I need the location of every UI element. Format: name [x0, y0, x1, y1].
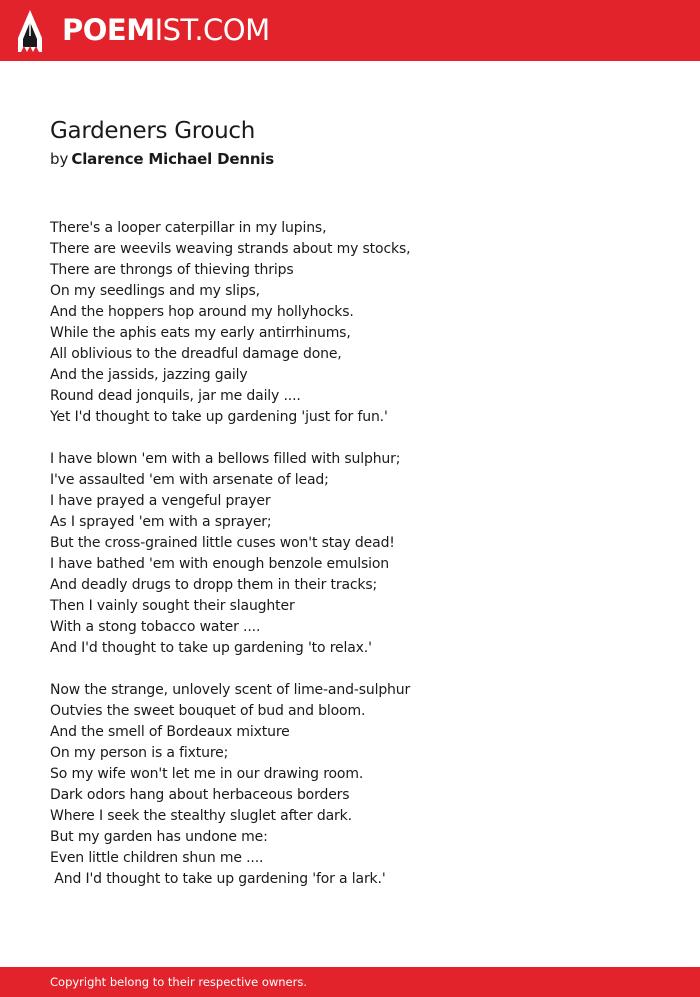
poem-line: Now the strange, unlovely scent of lime-and-sulphur [50, 682, 411, 698]
poem-line: And the smell of Bordeaux mixture [50, 724, 290, 740]
poem-stanza [50, 449, 670, 659]
poem-line: So my wife won't let me in our drawing room. [50, 766, 364, 782]
poem-line: But the cross-grained little cuses won't stay dead! [50, 535, 395, 551]
poem-line: And I'd thought to take up gardening 'to relax.' [50, 640, 372, 656]
poem-line: Even little children shun me .... [50, 850, 264, 866]
site-header [0, 0, 700, 61]
poem-line: I have prayed a vengeful prayer [50, 493, 271, 509]
poem-line: On my person is a fixture; [50, 745, 229, 761]
logo-bold-text: POEM [62, 13, 155, 47]
poem-line: And the jassids, jazzing gaily [50, 367, 248, 383]
author-name: Clarence Michael Dennis [71, 150, 274, 168]
poem-line: Where I seek the stealthy sluglet after dark. [50, 808, 352, 824]
poem-line: And I'd thought to take up gardening 'for a lark.' [50, 871, 386, 887]
poem-line: While the aphis eats my early antirrhinums, [50, 325, 351, 341]
pen-nib-icon[interactable] [18, 10, 42, 52]
site-footer [0, 967, 700, 997]
poem-line: There's a looper caterpillar in my lupins, [50, 220, 327, 236]
poem-line: There are weevils weaving strands about my stocks, [50, 241, 411, 257]
poem-line: On my seedlings and my slips, [50, 283, 260, 299]
poem-line: All oblivious to the dreadful damage done, [50, 346, 342, 362]
poem-line: Dark odors hang about herbaceous borders [50, 787, 350, 803]
poem-body [50, 218, 670, 911]
site-logo[interactable] [62, 12, 270, 48]
poem-line: And deadly drugs to dropp them in their tracks; [50, 577, 378, 593]
copyright-text: Copyright belong to their respective owners. [50, 975, 308, 989]
by-label: by [50, 150, 69, 168]
poem-line: Then I vainly sought their slaughter [50, 598, 295, 614]
logo-light-text: IST.COM [154, 13, 270, 47]
poem-line: But my garden has undone me: [50, 829, 268, 845]
poem-line: And the hoppers hop around my hollyhocks. [50, 304, 354, 320]
poem-line: I have bathed 'em with enough benzole emulsion [50, 556, 389, 572]
poem-line: I've assaulted 'em with arsenate of lead; [50, 472, 329, 488]
poem-line: Outvies the sweet bouquet of bud and bloom. [50, 703, 366, 719]
poem-stanza [50, 680, 670, 890]
poem-line: I have blown 'em with a bellows filled with sulphur; [50, 451, 401, 467]
poem-line: There are throngs of thieving thrips [50, 262, 294, 278]
poem-line: Yet I'd thought to take up gardening 'just for fun.' [50, 409, 388, 425]
byline [50, 149, 274, 169]
poem-line: As I sprayed 'em with a sprayer; [50, 514, 272, 530]
poem-line: With a stong tobacco water .... [50, 619, 261, 635]
poem-stanza [50, 218, 670, 428]
poem-title: Gardeners Grouch [50, 118, 256, 144]
poem-line: Round dead jonquils, jar me daily .... [50, 388, 301, 404]
